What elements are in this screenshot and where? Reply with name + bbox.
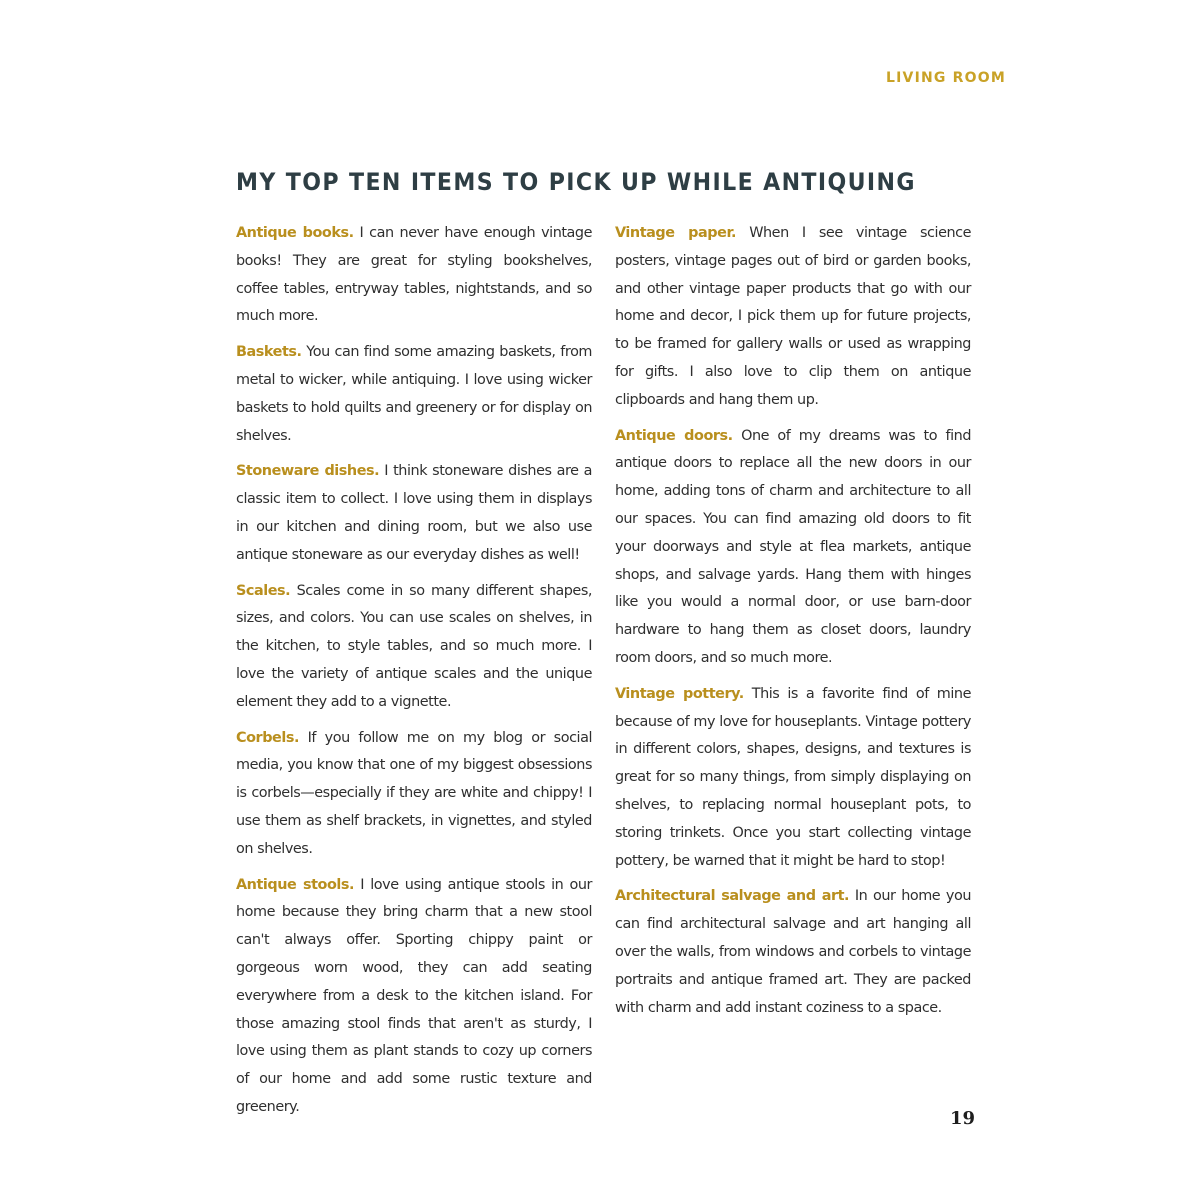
item-title: Scales. [236,582,291,599]
item-title: Antique stools. [236,876,355,893]
list-item [236,220,592,331]
list-item [615,681,971,876]
item-text: When I see vintage science posters, vintage pages out of bird or garden books, and other vintage paper products that go with our home and decor, I pick them up for future projects, to be framed for gallery walls or used as wrapping for gifts. I also love to clip them on antique clipboards and hang them up. [615,225,972,408]
list-item [615,423,971,673]
right-column [615,220,971,1030]
item-text: I love using antique stools in our home because they bring charm that a new stool can't always offer. Sporting chippy paint or gorgeous worn wood, they can add seating everywhere from a desk to the kitchen island. For those amazing stool finds that aren't as sturdy, I love using them as plant stands to cozy up corners of our home and add some rustic texture and greenery. [236,876,593,1115]
item-title: Architectural salvage and art. [615,888,850,905]
item-text: Scales come in so many different shapes, sizes, and colors. You can use scales on shelves, in the kitchen, to style tables, and so much more. I love the variety of antique scales and the unique element they add to a vignette. [236,582,592,710]
list-item [236,458,592,569]
item-title: Stoneware dishes. [236,463,380,480]
list-item [615,883,971,1022]
item-text: You can find some amazing baskets, from metal to wicker, while antiquing. I love using wicker baskets to hold quilts and greenery or for display on shelves. [236,344,593,444]
item-title: Antique doors. [615,427,733,444]
page-title: MY TOP TEN ITEMS TO PICK UP WHILE ANTIQUING [236,168,916,196]
item-text: In our home you can find architectural salvage and art hanging all over the walls, from windows and corbels to vintage portraits and antique framed art. They are packed with charm and add instant coziness to a space. [615,888,972,1016]
item-title: Baskets. [236,344,302,361]
page-number: 19 [950,1108,976,1129]
left-column [236,220,592,1130]
item-title: Antique books. [236,225,354,241]
list-item [615,220,971,415]
item-title: Corbels. [236,729,299,746]
list-item [236,339,592,450]
item-text: I can never have enough vintage books! They are great for styling bookshelves, coffee tables, entryway tables, nightstands, and so much more. [236,225,593,325]
list-item [236,872,592,1122]
list-item [236,578,592,717]
item-text: I think stoneware dishes are a classic item to collect. I love using them in displays in our kitchen and dining room, but we also use antique stoneware as our everyday dishes as well! [236,463,592,563]
item-text: One of my dreams was to find antique doors to replace all the new doors in our home, adding tons of charm and architecture to all our spaces. You can find amazing old doors to fit your doorways and style at flea markets, antique shops, and salvage yards. Hang them with hinges like you would a normal door, or use barn-door hardware to hang them as closet doors, laundry room doors, and so much more. [615,427,971,666]
item-text: If you follow me on my blog or social media, you know that one of my biggest obsessions is corbels—especially if they are white and chippy! I use them as shelf brackets, in vignettes, and styled on shelves. [236,729,592,857]
running-head: LIVING ROOM [886,70,1006,86]
item-title: Vintage pottery. [615,685,744,702]
item-text: This is a favorite find of mine because of my love for houseplants. Vintage pottery in different colors, shapes, designs, and textures is great for so many things, from simply displaying on shelves, to replacing normal houseplant pots, to storing trinkets. Once you start collecting vintage pottery, be warned that it might be hard to stop! [615,685,971,869]
item-title: Vintage paper. [615,225,737,241]
list-item [236,725,592,864]
